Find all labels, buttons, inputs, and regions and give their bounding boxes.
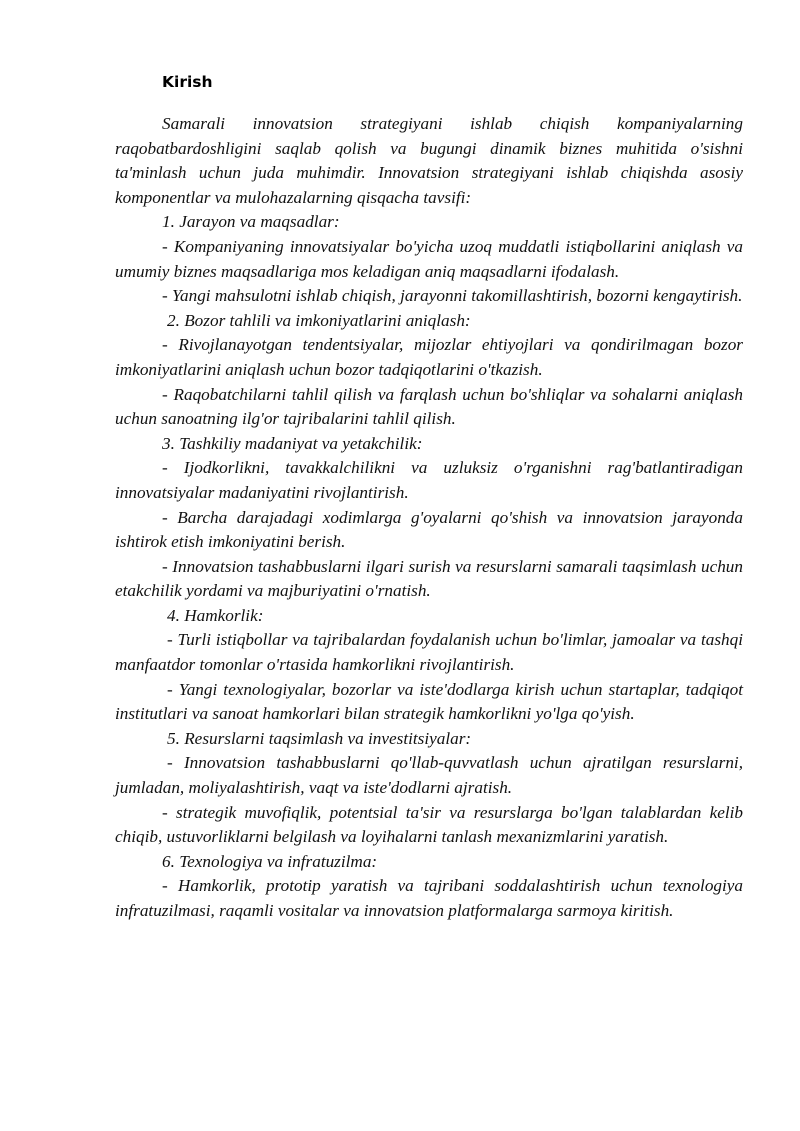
list-item: - Raqobatchilarni tahlil qilish va farqlash uchun bo'shliqlar va sohalarni aniqlash uchun sanoatning ilg'or tajribalarini tahlil qilish. [115, 384, 743, 429]
document-body [115, 112, 743, 924]
list-heading-6: 6. Texnologiya va infratuzilma: [162, 851, 378, 871]
list-item: - Yangi mahsulotni ishlab chiqish, jarayonni takomillashtirish, bozorni kengaytirish. [162, 286, 743, 306]
list-item: - strategik muvofiqlik, potentsial ta'sir va resurslarga bo'lgan talablardan kelib chiqib, ustuvorliklarni belgilash va loyihalarni tanlash mexanizmlarini yaratish. [115, 802, 743, 847]
list-item: - Barcha darajadagi xodimlarga g'oyalarni qo'shish va innovatsion jarayonda ishtirok etish imkoniyatini berish. [115, 507, 743, 552]
list-heading-4: 4. Hamkorlik: [167, 605, 264, 625]
list-item: - Ijodkorlikni, tavakkalchilikni va uzluksiz o'rganishni rag'batlantiradigan innovatsiyalar madaniyatini rivojlantirish. [115, 458, 743, 502]
list-item: - Innovatsion tashabbuslarni qo'llab-quvvatlash uchun ajratilgan resurslarni, jumladan, moliyalashtirish, vaqt va iste'dodlarni ajratish. [115, 753, 743, 798]
list-item: - Innovatsion tashabbuslarni ilgari surish va resurslarni samarali taqsimlash uchun etakchilik yordami va majburiyatini o'rnatish. [115, 556, 743, 601]
list-item: - Kompaniyaning innovatsiyalar bo'yicha uzoq muddatli istiqbollarini aniqlash va umumiy biznes maqsadlariga mos keladigan aniq maqsadlarni ifodalash. [115, 236, 743, 281]
intro-paragraph: Samarali innovatsion strategiyani ishlab chiqish kompaniyalarning raqobatbardoshligini saqlab qolish va bugungi dinamik biznes muhitida o'sishni ta'minlash uchun juda muhimdir. Innovatsion strategiyani ishlab chiqishda asosiy komponentlar va mulohazalarning qisqacha tavsifi: [115, 114, 743, 207]
list-heading-3: 3. Tashkiliy madaniyat va yetakchilik: [162, 433, 423, 453]
list-item: - Hamkorlik, prototip yaratish va tajribani soddalashtirish uchun texnologiya infratuzilmasi, raqamli vositalar va innovatsion platformalarga sarmoya kiritish. [115, 876, 743, 920]
list-heading-2: 2. Bozor tahlili va imkoniyatlarini aniqlash: [167, 310, 471, 330]
list-item: - Turli istiqbollar va tajribalardan foydalanish uchun bo'limlar, jamoalar va tashqi manfaatdor tomonlar o'rtasida hamkorlikni rivojlantirish. [115, 630, 743, 675]
list-item: - Rivojlanayotgan tendentsiyalar, mijozlar ehtiyojlari va qondirilmagan bozor imkoniyatlarini aniqlash uchun bozor tadqiqotlarini o'tkazish. [115, 335, 743, 379]
list-heading-1: 1. Jarayon va maqsadlar: [162, 212, 340, 232]
list-item: - Yangi texnologiyalar, bozorlar va iste'dodlarga kirish uchun startaplar, tadqiqot institutlari va sanoat hamkorlari bilan strategik hamkorlikni yo'lga qo'yish. [115, 679, 743, 724]
section-heading: Kirish [162, 73, 213, 91]
list-heading-5: 5. Resurslarni taqsimlash va investitsiyalar: [167, 728, 472, 748]
